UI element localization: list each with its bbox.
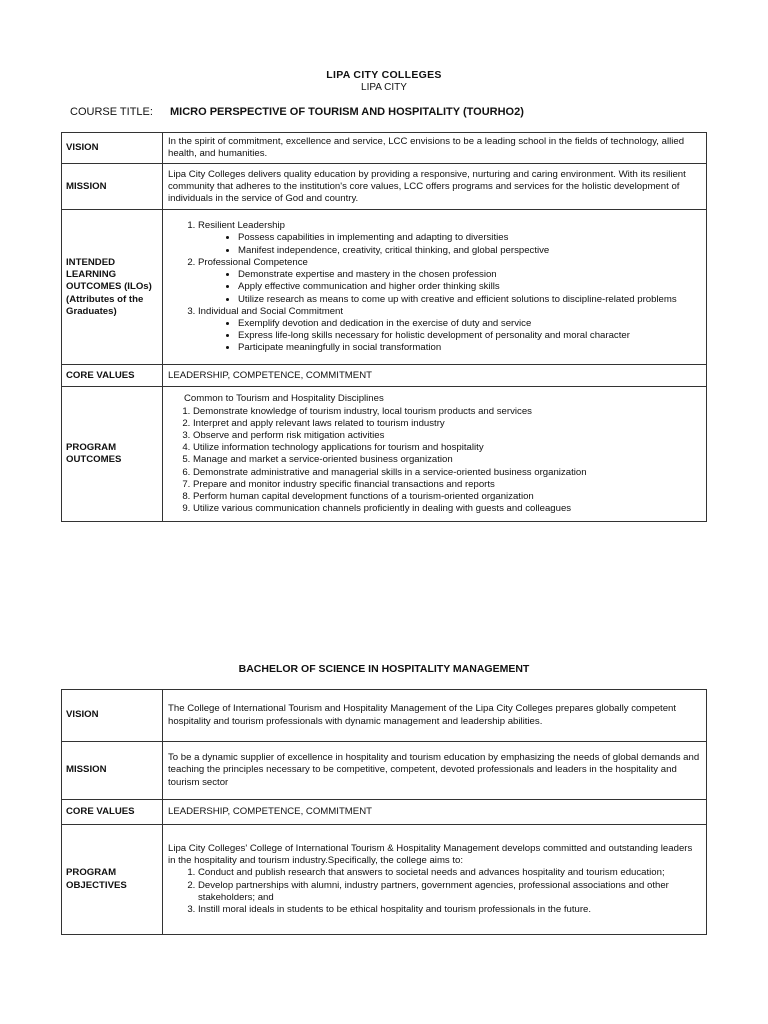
list-item: 3. Observe and perform risk mitigation activities [193, 430, 701, 442]
list-item: • Express life-long skills necessary for holistic development of personality and moral character [238, 330, 701, 342]
ilo-group [198, 220, 701, 257]
ilos-content [163, 210, 707, 365]
mission-text: To be a dynamic supplier of excellence in hospitality and tourism education by emphasizing the needs of global demands and teaching the principles necessary to be competitive, competent, devoted professionals and leaders in the hospitality and tourism sector [163, 742, 707, 800]
list-item: • Possess capabilities in implementing and adapting to diversities [238, 232, 701, 244]
list-item: 8. Perform human capital development functions of a tourism-oriented organization [193, 491, 701, 503]
list-item: • Participate meaningfully in social transformation [238, 342, 701, 354]
list-item: 5. Manage and market a service-oriented business organization [193, 454, 701, 466]
vision-row [62, 133, 707, 164]
list-item: 4. Utilize information technology applications for tourism and hospitality [193, 442, 701, 454]
program-heading: BACHELOR OF SCIENCE IN HOSPITALITY MANAGEMENT [238, 663, 530, 675]
course-title-label: COURSE TITLE: [70, 106, 153, 118]
list-item: 6. Demonstrate administrative and managerial skills in a service-oriented business organization [193, 467, 701, 479]
mission-label: MISSION [62, 742, 163, 800]
list-item: 2. Develop partnerships with alumni, industry partners, government agencies, professional associations and other stakeholders; and [198, 880, 701, 904]
vision-label: VISION [62, 133, 163, 164]
core-values-label: CORE VALUES [62, 365, 163, 387]
program-outcomes-row [62, 387, 707, 522]
list-item: 7. Prepare and monitor industry specific financial transactions and reports [193, 479, 701, 491]
mission-text: Lipa City Colleges delivers quality education by providing a responsive, nurturing and caring environment. With its resilient community that adheres to the institution's core values, LCC offers programs and services for the holistic development of individuals in the service of God and country. [163, 164, 707, 210]
ilo-group-title: Individual and Social Commitment [198, 305, 344, 317]
program-objectives-label: PROGRAM OBJECTIVES [62, 825, 163, 935]
list-item: 9. Utilize various communication channels proficiently in dealing with guests and colleagues [193, 503, 701, 515]
ilo-sublist [198, 318, 701, 355]
program-objectives-intro: Lipa City Colleges' College of International Tourism & Hospitality Management develops committed and outstanding leaders in the hospitality and tourism industry.Specifically, the college aims to: [168, 842, 693, 867]
ilo-sublist [198, 269, 701, 306]
list-item: 2. Interpret and apply relevant laws related to tourism industry [193, 418, 701, 430]
ilo-group [198, 306, 701, 355]
program-outcomes-label: PROGRAM OUTCOMES [62, 387, 163, 522]
mission-label: MISSION [62, 164, 163, 210]
core-values-text: LEADERSHIP, COMPETENCE, COMMITMENT [163, 800, 707, 825]
ilo-group-title: Professional Competence [198, 256, 308, 268]
ilo-group [198, 257, 701, 306]
core-values-row [62, 800, 707, 825]
course-title: MICRO PERSPECTIVE OF TOURISM AND HOSPITALITY (TOURHO2) [170, 106, 524, 118]
program-outcomes-intro: Common to Tourism and Hospitality Disciplines [184, 393, 384, 405]
ilos-list [168, 220, 701, 354]
list-item: 1. Conduct and publish research that answers to societal needs and advances hospitality and tourism education; [198, 867, 701, 879]
list-item: 3. Instill moral ideals in students to be ethical hospitality and tourism professionals in the future. [198, 904, 701, 916]
core-values-text: LEADERSHIP, COMPETENCE, COMMITMENT [163, 365, 707, 387]
program-objectives-content [163, 825, 707, 935]
list-item: • Manifest independence, creativity, critical thinking, and global perspective [238, 245, 701, 257]
list-item: • Exemplify devotion and dedication in the exercise of duty and service [238, 318, 701, 330]
program-info-table [61, 689, 707, 935]
vision-text: In the spirit of commitment, excellence and service, LCC envisions to be a leading school in the fields of technology, allied health, and humanities. [163, 133, 707, 164]
ilo-group-title: Resilient Leadership [198, 220, 285, 232]
vision-row [62, 690, 707, 742]
course-info-table [61, 132, 707, 522]
ilos-row [62, 210, 707, 365]
program-outcomes-content [163, 387, 707, 522]
list-item: 1. Demonstrate knowledge of tourism industry, local tourism products and services [193, 406, 701, 418]
school-name: LIPA CITY COLLEGES [326, 69, 442, 81]
ilo-sublist [198, 232, 701, 256]
program-objectives-list [168, 867, 701, 916]
mission-row [62, 164, 707, 210]
list-item: • Demonstrate expertise and mastery in the chosen profession [238, 269, 701, 281]
mission-row [62, 742, 707, 800]
list-item: • Utilize research as means to come up with creative and efficient solutions to discipline-related problems [238, 294, 701, 306]
program-outcomes-list [168, 406, 701, 516]
core-values-row [62, 365, 707, 387]
vision-text: The College of International Tourism and Hospitality Management of the Lipa City Colleges prepares globally competent hospitality and tourism professionals with dynamic management and leadership abilities. [163, 690, 707, 742]
ilos-label: INTENDED LEARNING OUTCOMES (ILOs) (Attributes of the Graduates) [62, 210, 163, 365]
vision-label: VISION [62, 690, 163, 742]
school-city: LIPA CITY [361, 82, 407, 93]
core-values-label: CORE VALUES [62, 800, 163, 825]
program-objectives-row [62, 825, 707, 935]
list-item: • Apply effective communication and higher order thinking skills [238, 281, 701, 293]
course-title-line [70, 106, 524, 118]
